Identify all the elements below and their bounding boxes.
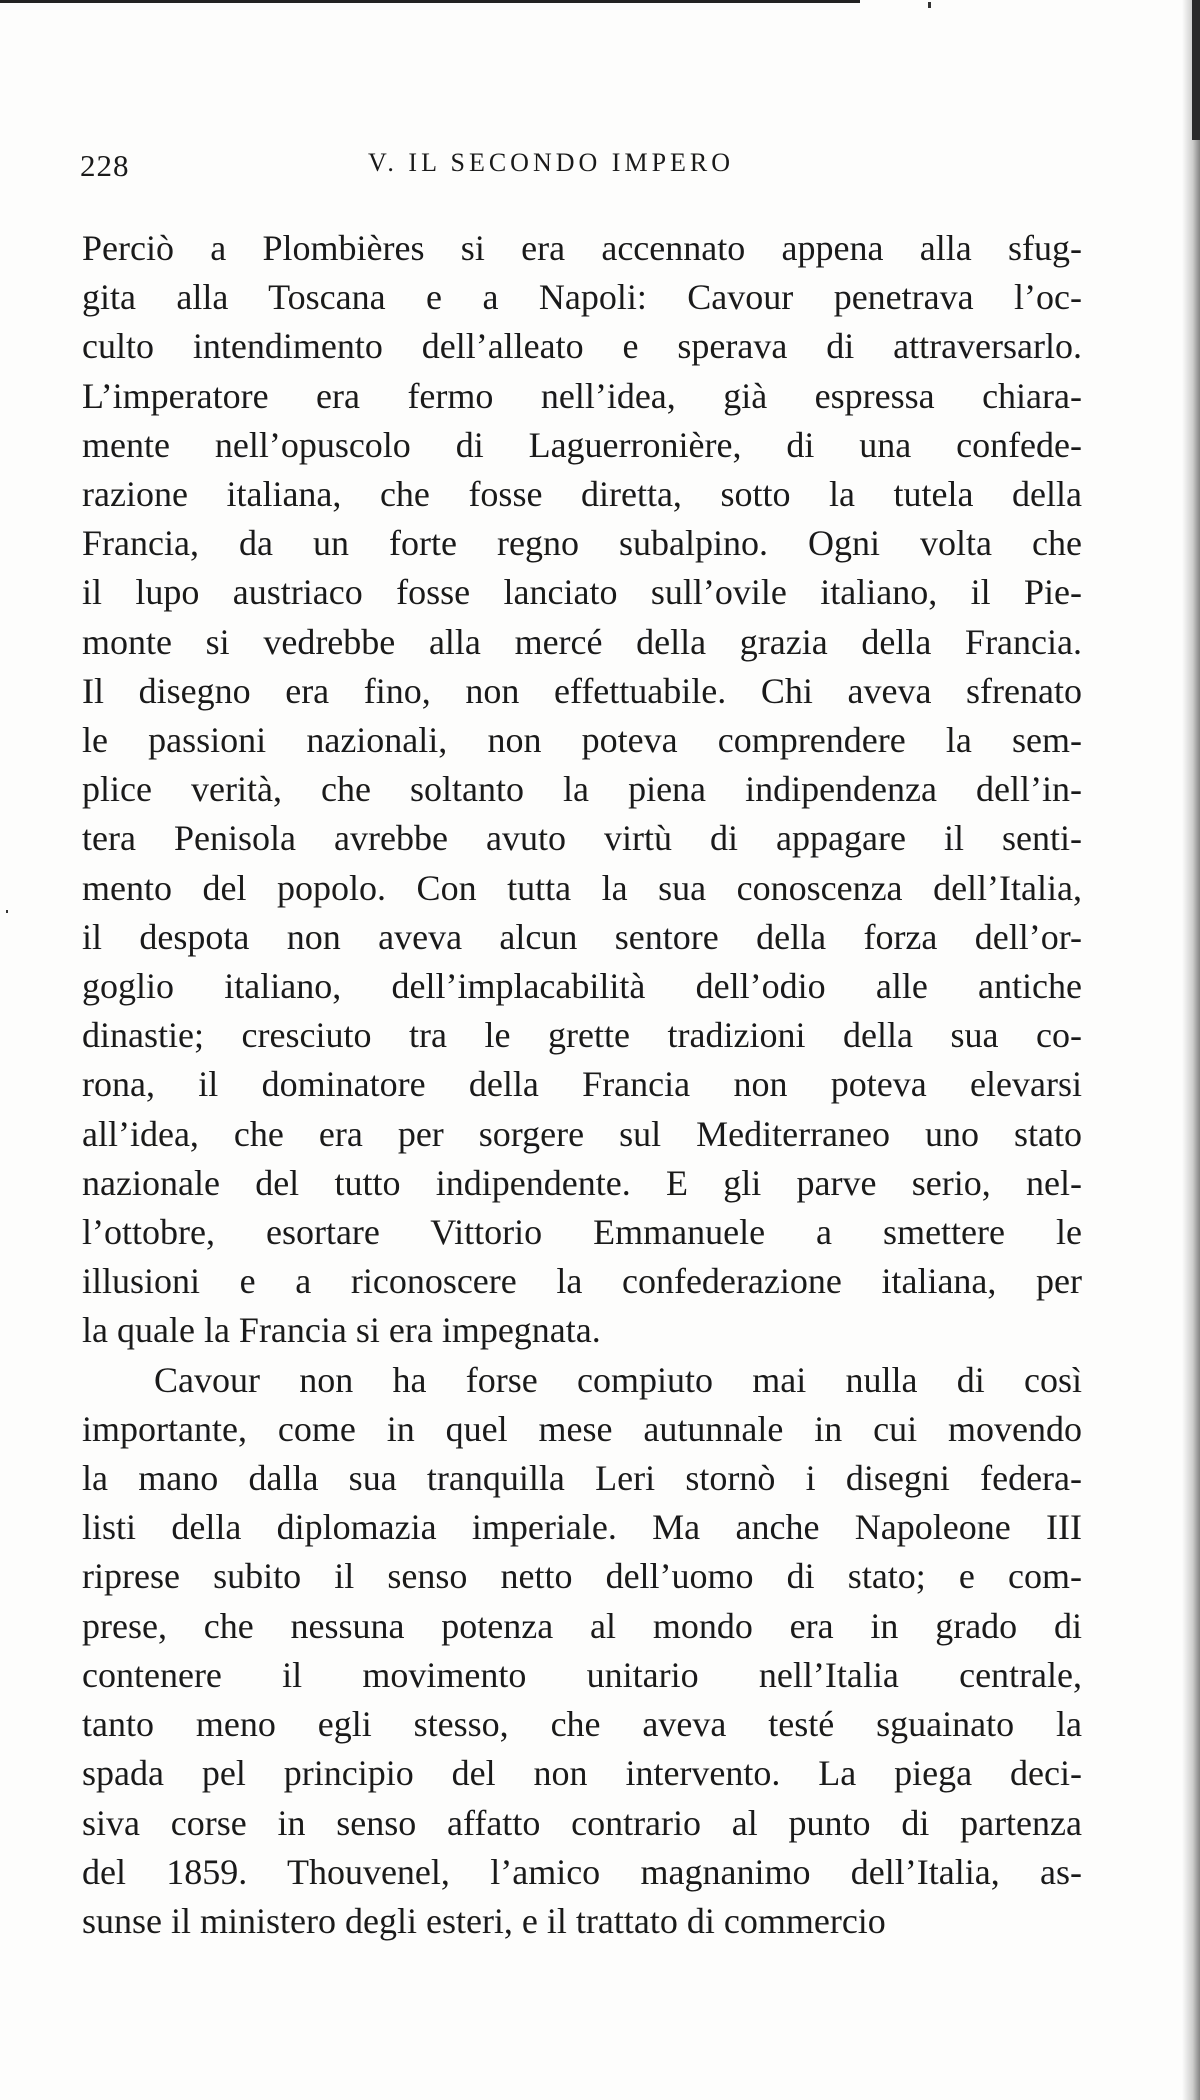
- text-line: all’idea, che era per sorgere sul Mediterraneo uno stato: [82, 1113, 1082, 1154]
- page-number: 228: [80, 148, 130, 183]
- paragraph-1: [82, 224, 1082, 1356]
- text-line: tera Penisola avrebbe avuto virtù di appagare il senti-: [82, 818, 1082, 859]
- text-line: culto intendimento dell’alleato e sperava di attraversarlo.: [82, 326, 1082, 367]
- text-line: il lupo austriaco fosse lanciato sull’ovile italiano, il Pie-: [82, 572, 1082, 613]
- text-line: goglio italiano, dell’implacabilità dell’odio alle antiche: [82, 966, 1082, 1007]
- text-line: illusioni e a riconoscere la confederazione italiana, per: [82, 1261, 1082, 1302]
- text-line: Perciò a Plombières si era accennato appena alla sfug-: [82, 228, 1082, 268]
- text-line: siva corse in senso affatto contrario al punto di partenza: [82, 1802, 1082, 1843]
- text-line: gita alla Toscana e a Napoli: Cavour penetrava l’oc-: [82, 277, 1082, 318]
- top-rule: [0, 0, 860, 3]
- text-line: importante, come in quel mese autunnale in cui movendo: [82, 1408, 1082, 1449]
- text-line: listi della diplomazia imperiale. Ma anche Napoleone III: [82, 1507, 1082, 1548]
- text-line: monte si vedrebbe alla mercé della grazia della Francia.: [82, 621, 1082, 662]
- text-line: il despota non aveva alcun sentore della forza dell’or-: [82, 916, 1082, 957]
- text-line: L’imperatore era fermo nell’idea, già espressa chiara-: [82, 375, 1082, 416]
- text-line: Cavour non ha forse compiuto mai nulla di così: [154, 1359, 1082, 1400]
- text-line: le passioni nazionali, non poteva comprendere la sem-: [82, 720, 1082, 761]
- page-edge-dark: [1192, 0, 1200, 140]
- text-line: contenere il movimento unitario nell’Italia centrale,: [82, 1654, 1082, 1695]
- text-line: Il disegno era fino, non effettuabile. Chi aveva sfrenato: [82, 670, 1082, 711]
- text-line: dinastie; cresciuto tra le grette tradizioni della sua co-: [82, 1015, 1082, 1056]
- text-line: la quale la Francia si era impegnata.: [82, 1310, 601, 1351]
- text-line: del 1859. Thouvenel, l’amico magnanimo dell’Italia, as-: [82, 1851, 1082, 1892]
- running-head: V. IL SECONDO IMPERO: [368, 148, 735, 177]
- paragraph-2: [82, 1356, 1082, 1946]
- text-line: mento del popolo. Con tutta la sua conoscenza dell’Italia,: [82, 867, 1082, 908]
- text-line: tanto meno egli stesso, che aveva testé sguainato la: [82, 1704, 1082, 1745]
- text-line: mente nell’opuscolo di Laguerronière, di una confede-: [82, 424, 1082, 465]
- page-edge-shadow: [1182, 0, 1200, 2100]
- ink-speck: [6, 910, 8, 913]
- page-header: [80, 148, 1080, 188]
- text-line: la mano dalla sua tranquilla Leri stornò i disegni federa-: [82, 1458, 1082, 1499]
- text-line: riprese subito il senso netto dell’uomo di stato; e com-: [82, 1556, 1082, 1597]
- text-line: sunse il ministero degli esteri, e il trattato di commercio: [82, 1900, 886, 1941]
- text-line: l’ottobre, esortare Vittorio Emmanuele a smettere le: [82, 1212, 1082, 1253]
- text-line: rona, il dominatore della Francia non poteva elevarsi: [82, 1064, 1082, 1105]
- text-line: prese, che nessuna potenza al mondo era in grado di: [82, 1605, 1082, 1646]
- text-line: razione italiana, che fosse diretta, sotto la tutela della: [82, 474, 1082, 515]
- ink-speck: [928, 2, 931, 8]
- text-line: nazionale del tutto indipendente. E gli parve serio, nel-: [82, 1162, 1082, 1203]
- text-line: plice verità, che soltanto la piena indipendenza dell’in-: [82, 769, 1082, 810]
- text-line: Francia, da un forte regno subalpino. Ogni volta che: [82, 523, 1082, 564]
- body-text: [82, 224, 1082, 1946]
- text-line: spada pel principio del non intervento. La piega deci-: [82, 1753, 1082, 1794]
